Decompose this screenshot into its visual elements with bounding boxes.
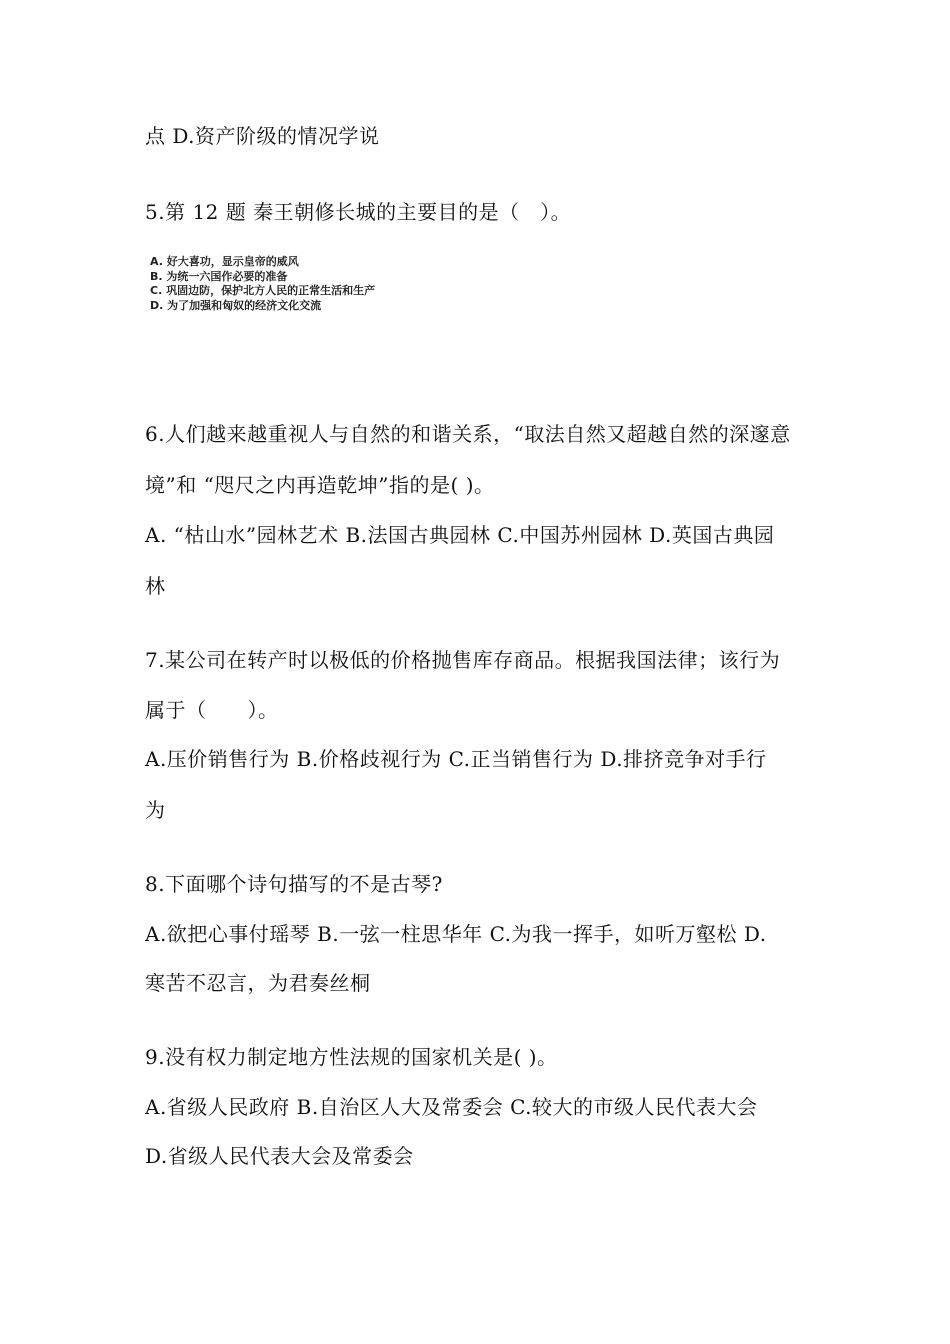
text-line-continuation-q4: 点 D.资产阶级的情况学说 <box>145 124 380 148</box>
question-9-stem: 9.没有权力制定地方性法规的国家机关是( )。 <box>145 1045 558 1069</box>
question-8-options-line-2: 寒苦不忍言，为君奏丝桐 <box>145 971 371 995</box>
question-5-stem: 5.第 12 题 秦王朝修长城的主要目的是（ ）。 <box>145 200 572 224</box>
question-8-stem: 8.下面哪个诗句描写的不是古琴? <box>145 872 443 896</box>
question-9-options-line-2: D.省级人民代表大会及常委会 <box>145 1144 414 1168</box>
question-6-stem-line-1: 6.人们越来越重视人与自然的和谐关系，“取法自然又超越自然的深邃意 <box>145 422 791 446</box>
question-7-stem-line-1: 7.某公司在转产时以极低的价格抛售库存商品。根据我国法律；该行为 <box>145 648 781 672</box>
question-7-options-line-1: A.压价销售行为 B.价格歧视行为 C.正当销售行为 D.排挤竞争对手行 <box>145 747 767 771</box>
question-9-options-line-1: A.省级人民政府 B.自治区人大及常委会 C.较大的市级人民代表大会 <box>145 1095 758 1119</box>
question-5-option-c: C. 巩固边防，保护北方人民的正常生活和生产 <box>150 284 376 297</box>
question-7-stem-line-2: 属于（ ）。 <box>145 698 279 722</box>
question-5-option-b: B. 为统一六国作必要的准备 <box>150 269 288 283</box>
question-5-options-image <box>150 255 375 313</box>
question-6-options-line-2: 林 <box>145 574 166 598</box>
question-5-option-d: D. 为了加强和匈奴的经济文化交流 <box>150 298 322 312</box>
question-6-stem-line-2: 境”和 “咫尺之内再造乾坤”指的是( )。 <box>145 473 495 497</box>
question-8-options-line-1: A.欲把心事付瑶琴 B.一弦一柱思华年 C.为我一挥手，如听万壑松 D. <box>145 922 767 946</box>
question-7-options-line-2: 为 <box>145 798 166 822</box>
question-5-option-a: A. 好大喜功，显示皇帝的威风 <box>150 255 299 268</box>
question-6-options-line-1: A. “枯山水”园林艺术 B.法国古典园林 C.中国苏州园林 D.英国古典园 <box>145 523 775 547</box>
